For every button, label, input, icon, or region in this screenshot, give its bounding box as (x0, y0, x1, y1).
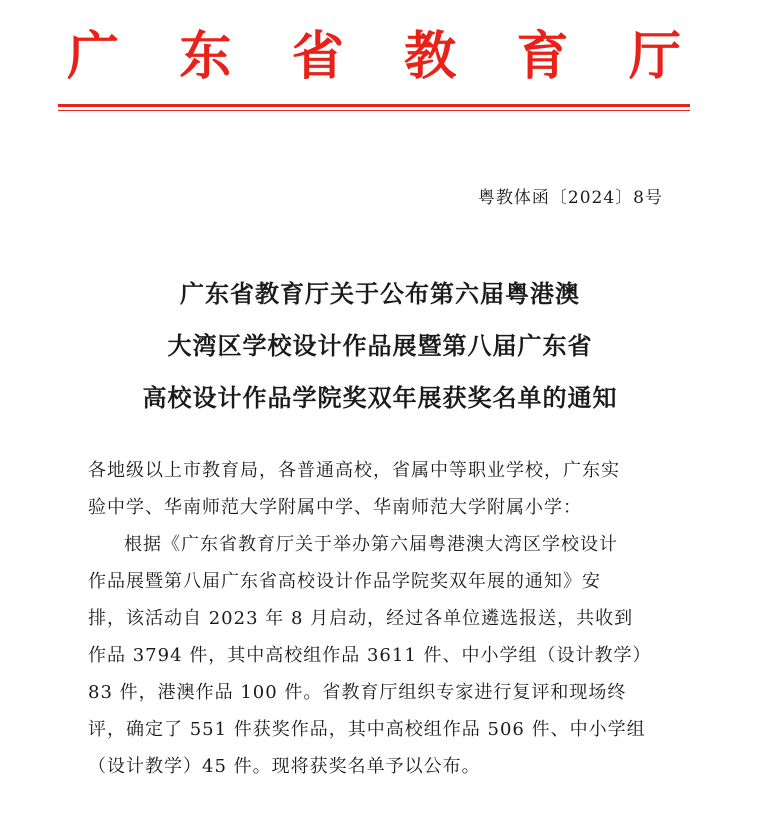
letterhead-divider-thin (58, 110, 690, 111)
body-paragraph-line: 评，确定了 551 件获奖作品，其中高校组作品 506 件、中小学组 (88, 719, 646, 740)
body-paragraph-line: 排，该活动自 2023 年 8 月启动，经过各单位遴选报送，共收到 (88, 608, 634, 629)
body-paragraph-line: 83 件，港澳作品 100 件。省教育厅组织专家进行复评和现场终 (88, 682, 627, 703)
body-paragraph-line: 根据《广东省教育厅关于举办第六届粤港澳大湾区学校设计 (124, 534, 618, 555)
addressee-line: 验中学、华南师范大学附属中学、华南师范大学附属小学： (88, 497, 582, 518)
body-paragraph-line: （设计教学）45 件。现将获奖名单予以公布。 (88, 756, 481, 777)
document-body (88, 452, 678, 785)
addressee-line: 各地级以上市教育局，各普通高校，省属中等职业学校，广东实 (88, 460, 620, 481)
document-number: 粤教体函〔2024〕8号 (477, 188, 663, 208)
body-paragraph-line: 作品展暨第八届广东省高校设计作品学院奖双年展的通知》安 (88, 571, 601, 592)
title-line: 广东省教育厅关于公布第六届粤港澳 (180, 280, 580, 308)
body-paragraph-line: 作品 3794 件，其中高校组作品 3611 件、中小学组（设计教学） (88, 645, 652, 666)
letterhead-char: 东 (179, 27, 232, 87)
letterhead-divider-thick (58, 104, 690, 107)
document-title (60, 268, 700, 424)
letterhead-char: 教 (404, 27, 457, 87)
title-line: 大湾区学校设计作品展暨第八届广东省 (167, 332, 593, 360)
letterhead-char: 广 (66, 27, 119, 87)
letterhead-char: 省 (291, 27, 344, 87)
letterhead-char: 厅 (628, 27, 681, 87)
letterhead-char: 育 (516, 27, 569, 87)
title-line: 高校设计作品学院奖双年展获奖名单的通知 (142, 384, 618, 412)
letterhead-title (58, 22, 690, 92)
letterhead (58, 22, 690, 92)
